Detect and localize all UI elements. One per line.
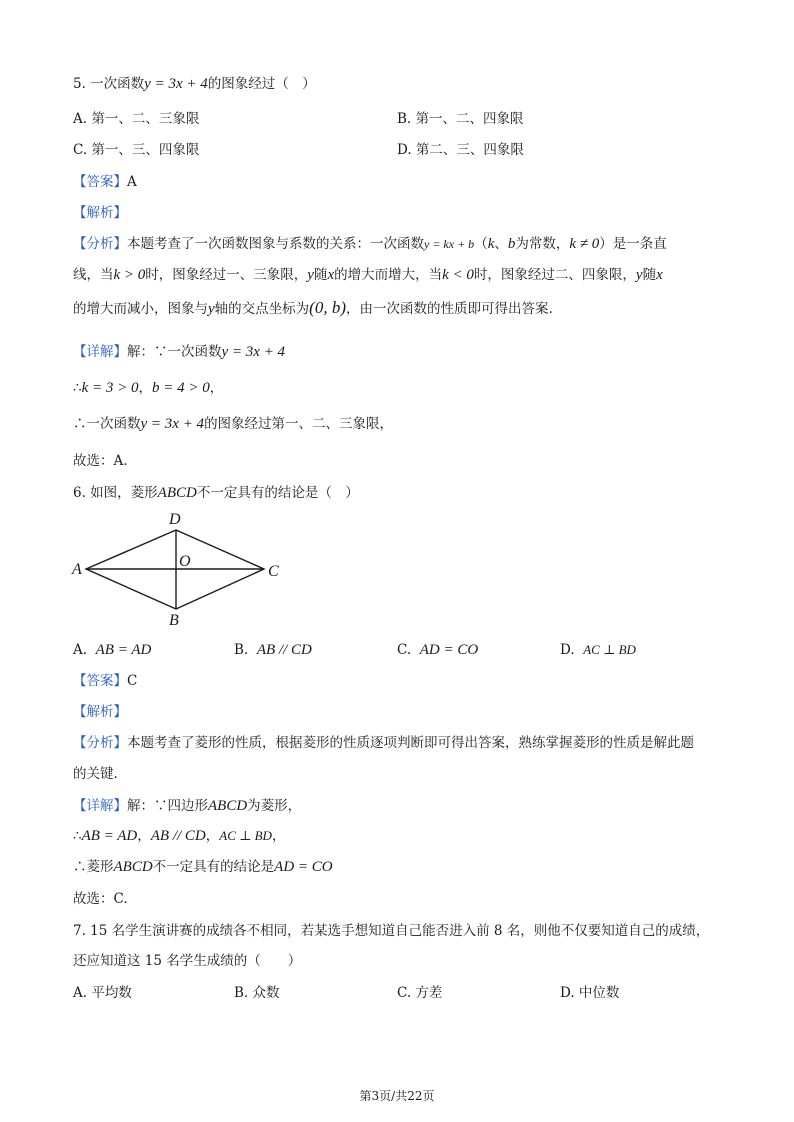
q6-detail-line2: ∴AB = AD，AB // CD，AC ⊥ BD， (73, 828, 286, 844)
q5-option-b[interactable]: B. 第一、二、四象限 (397, 111, 524, 127)
rhombus-figure (60, 508, 300, 633)
q5-fenxi-line3: 的增大而减小，图象与y轴的交点坐标为(0, b)，由一次函数的性质即可得出答案. (73, 298, 553, 317)
q6-option-a[interactable]: A. AB = AD (73, 642, 152, 658)
q7-option-a[interactable]: A. 平均数 (73, 985, 132, 1001)
q5-option-a[interactable]: A. 第一、二、三象限 (73, 111, 200, 127)
q5-fenxi-line1: 【分析】本题考查了一次函数图象与系数的关系：一次函数y = kx + b（k、b为常数，k ≠ 0）是一条直 (73, 236, 667, 252)
q5-detail-line3: ∴一次函数y = 3x + 4的图象经过第一、二、三象限， (73, 416, 394, 432)
q5-detail-line1: 【详解】解：∵一次函数y = 3x + 4 (73, 344, 286, 360)
q6-fenxi-line2: 的关键. (73, 766, 118, 782)
q7-option-d[interactable]: D. 中位数 (560, 985, 620, 1001)
q6-detail-line1: 【详解】解：∵四边形ABCD为菱形， (73, 798, 302, 814)
q5-answer: 【答案】A (73, 174, 137, 190)
q6-conclusion: 故选：C. (73, 891, 128, 907)
q7-stem-line1: 7. 15 名学生演讲赛的成绩各不相同，若某选手想知道自己能否进入前 8 名，则他不仅要知道自己的成绩， (73, 923, 710, 939)
q6-detail-line3: ∴菱形ABCD不一定具有的结论是AD = CO (73, 859, 333, 875)
q7-option-c[interactable]: C. 方差 (397, 985, 443, 1001)
label-b: B (169, 612, 179, 629)
q7-stem-line2: 还应知道这 15 名学生成绩的（ ） (73, 953, 302, 969)
q5-fenxi-line2: 线，当k > 0时，图象经过一、三象限，y随x的增大而增大，当k < 0时，图象经过二、四象限，y随x (73, 267, 663, 283)
q5-stem: 5. 一次函数y = 3x + 4的图象经过（ ） (73, 76, 316, 92)
label-d: D (169, 511, 181, 528)
q6-option-c[interactable]: C. AD = CO (397, 642, 479, 658)
q5-analysis-tag: 【解析】 (73, 205, 127, 221)
q5-conclusion: 故选：A. (73, 453, 128, 469)
q6-stem: 6. 如图，菱形ABCD不一定具有的结论是（ ） (73, 485, 359, 501)
q5-detail-line2: ∴k = 3 > 0，b = 4 > 0， (73, 380, 224, 396)
q5-option-c[interactable]: C. 第一、三、四象限 (73, 142, 200, 158)
q6-analysis-tag: 【解析】 (73, 704, 127, 720)
q6-answer: 【答案】C (73, 673, 138, 689)
label-a: A (72, 561, 82, 578)
page-footer: 第3页/共22页 (359, 1089, 435, 1103)
q5-option-d[interactable]: D. 第二、三、四象限 (397, 142, 524, 158)
label-c: C (268, 563, 279, 580)
q6-fenxi-line1: 【分析】本题考查了菱形的性质，根据菱形的性质逐项判断即可得出答案，熟练掌握菱形的性质是解此题 (73, 735, 694, 751)
label-o: O (179, 553, 191, 570)
q6-option-d[interactable]: D. AC ⊥ BD (560, 642, 636, 658)
q6-option-b[interactable]: B. AB // CD (234, 642, 312, 658)
q7-option-b[interactable]: B. 众数 (234, 985, 280, 1001)
